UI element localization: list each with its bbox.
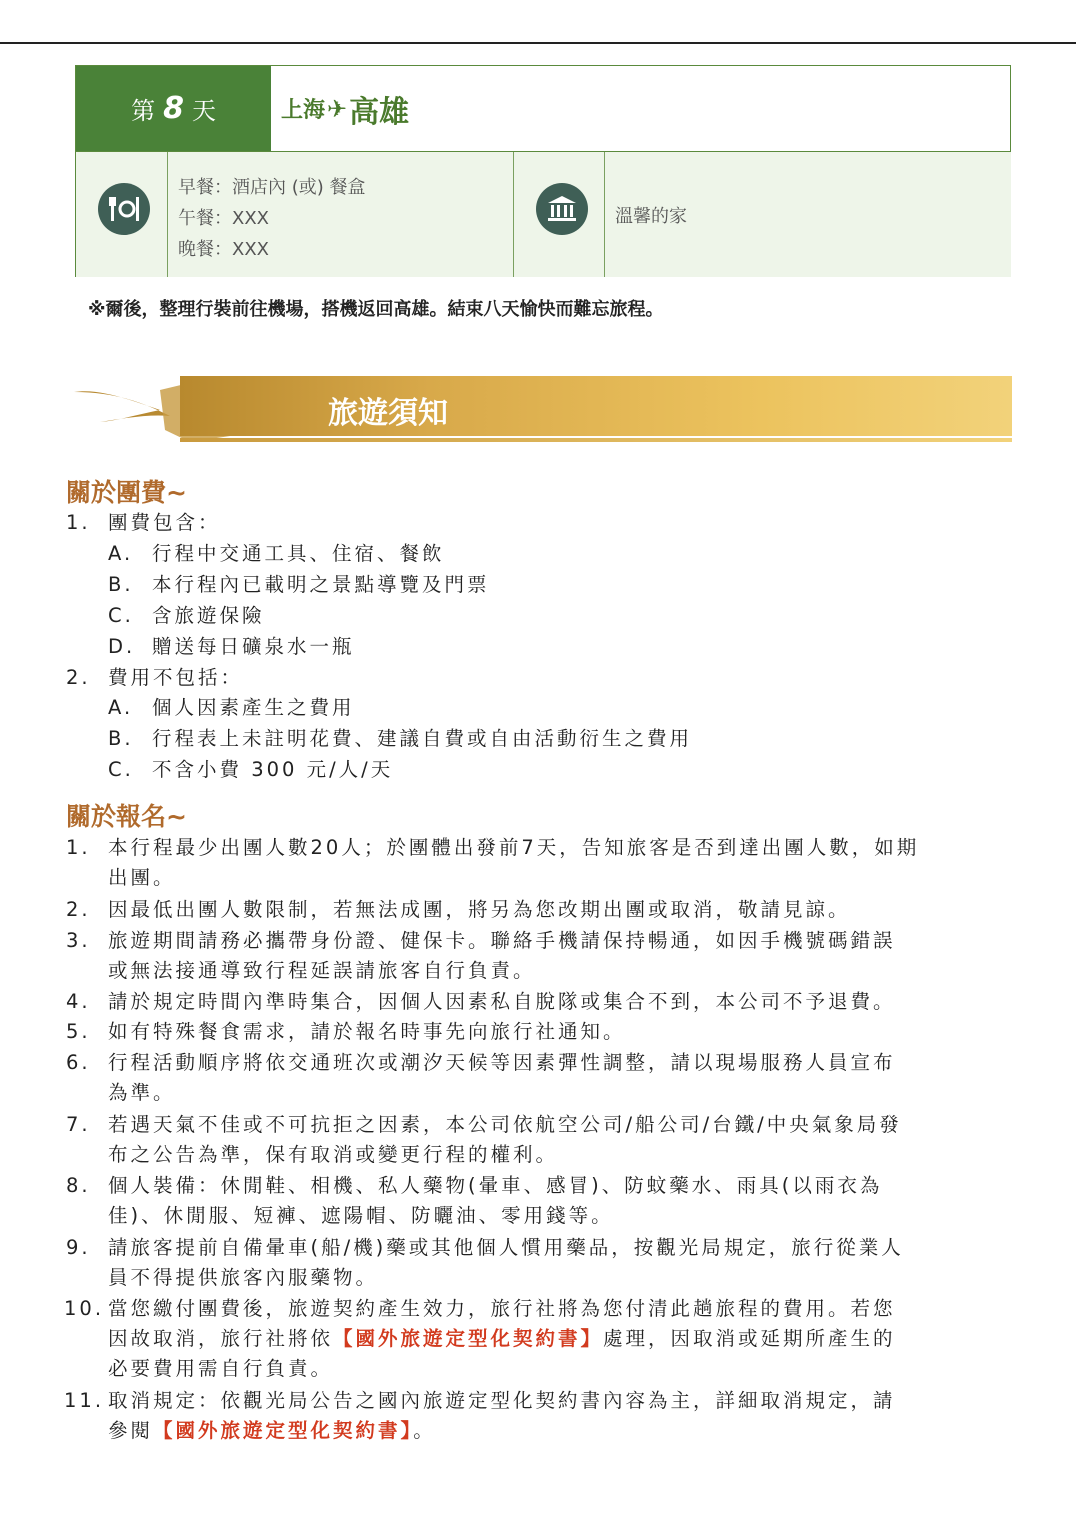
- day-details: [76, 152, 1011, 277]
- plane-icon: ✈: [327, 94, 348, 123]
- signup-num: 10.: [64, 1297, 105, 1320]
- signup-text-part: 。: [413, 1419, 436, 1442]
- signup-text: 或無法接通導致行程延誤請旅客自行負責。: [108, 959, 536, 982]
- hotel-cell: [605, 152, 1011, 277]
- fee-item-text: 費用不包括：: [108, 666, 244, 689]
- route-from: 上海: [281, 98, 326, 123]
- signup-text: [108, 1324, 896, 1354]
- fee-item-num: D.: [108, 635, 136, 658]
- signup-num: 9.: [66, 1236, 91, 1259]
- signup-text: 出團。: [108, 866, 176, 889]
- fee-item-num: 1.: [66, 511, 91, 534]
- signup-text: 必要費用需自行負責。: [108, 1357, 334, 1380]
- signup-text: 佳)、休閒服、短褲、遮陽帽、防曬油、零用錢等。: [108, 1204, 614, 1227]
- signup-num: 8.: [66, 1174, 91, 1197]
- fee-item-text: 本行程內已載明之景點導覽及門票: [152, 573, 490, 596]
- fee-item-text: 團費包含：: [108, 511, 221, 534]
- lunch: 午餐：XXX: [178, 208, 269, 229]
- signup-text: 本行程最少出團人數20人；於團體出發前7天，告知旅客是否到達出團人數，如期: [108, 836, 920, 859]
- fee-section-title: 關於團費~: [66, 478, 187, 507]
- signup-text: 旅遊期間請務必攜帶身份證、健保卡。聯絡手機請保持暢通，如因手機號碼錯誤: [108, 929, 896, 952]
- signup-text-part: 因故取消，旅行社將依: [108, 1327, 334, 1350]
- day-route: [281, 66, 409, 151]
- meal-icon-cell: [76, 152, 168, 277]
- breakfast: 早餐：酒店內 (或) 餐盒: [178, 177, 366, 198]
- signup-text: 因最低出團人數限制，若無法成團，將另為您改期出團或取消，敬請見諒。: [108, 898, 851, 921]
- day-itinerary-box: [75, 65, 1011, 277]
- route-to: 高雄: [349, 94, 410, 130]
- signup-text: 請旅客提前自備暈車(船/機)藥或其他個人慣用藥品，按觀光局規定，旅行從業人: [108, 1236, 904, 1259]
- signup-num: 6.: [66, 1051, 91, 1074]
- meals-list: [178, 172, 366, 265]
- fee-item-num: B.: [108, 727, 134, 750]
- contract-link[interactable]: 【國外旅遊定型化契約書】: [333, 1327, 604, 1350]
- signup-text: 員不得提供旅客內服藥物。: [108, 1266, 379, 1289]
- signup-num: 1.: [66, 836, 91, 859]
- fee-item-num: 2.: [66, 666, 91, 689]
- day-header: [76, 66, 1011, 152]
- travel-notice-banner: [70, 370, 1012, 450]
- day-prefix: 第: [131, 97, 156, 125]
- signup-text: 行程活動順序將依交通班次或潮汐天候等因素彈性調整，請以現場服務人員宣布: [108, 1051, 896, 1074]
- fee-item-text: 行程中交通工具、住宿、餐飲: [152, 542, 445, 565]
- fee-item-text: 含旅遊保險: [152, 604, 265, 627]
- fee-item-num: A.: [108, 696, 134, 719]
- signup-section-title: 關於報名~: [66, 802, 187, 831]
- signup-text: 布之公告為準，保有取消或變更行程的權利。: [108, 1143, 559, 1166]
- signup-text: 如有特殊餐食需求，請於報名時事先向旅行社通知。: [108, 1020, 626, 1043]
- signup-text: 個人裝備：休閒鞋、相機、私人藥物(暈車、感冒)、防蚊藥水、雨具(以雨衣為: [108, 1174, 883, 1197]
- hotel-icon: [536, 183, 588, 235]
- hotel-name: 溫馨的家: [615, 206, 687, 227]
- fee-item-num: B.: [108, 573, 134, 596]
- signup-text: 若遇天氣不佳或不可抗拒之因素，本公司依航空公司/船公司/台鐵/中央氣象局發: [108, 1113, 902, 1136]
- signup-text: 請於規定時間內準時集合，因個人因素私自脫隊或集合不到，本公司不予退費。: [108, 990, 896, 1013]
- hotel-icon-cell: [514, 152, 605, 277]
- signup-num: 11.: [64, 1389, 105, 1412]
- meal-icon: [98, 183, 150, 235]
- signup-text: [108, 1416, 436, 1446]
- signup-num: 7.: [66, 1113, 91, 1136]
- fee-item-text: 個人因素產生之費用: [152, 696, 355, 719]
- signup-num: 5.: [66, 1020, 91, 1043]
- signup-num: 3.: [66, 929, 91, 952]
- signup-num: 2.: [66, 898, 91, 921]
- meals-cell: [168, 152, 514, 277]
- fee-item-text: 不含小費 300 元/人/天: [152, 758, 394, 781]
- banner-bar: [180, 376, 1012, 436]
- banner-underline: [180, 438, 1012, 442]
- fee-item-text: 贈送每日礦泉水一瓶: [152, 635, 355, 658]
- fee-item-num: A.: [108, 542, 134, 565]
- day-suffix: 天: [191, 97, 216, 125]
- fee-item-num: C.: [108, 604, 134, 627]
- banner-title: 旅遊須知: [328, 396, 448, 431]
- fee-item-num: C.: [108, 758, 134, 781]
- signup-text: 取消規定：依觀光局公告之國內旅遊定型化契約書內容為主，詳細取消規定，請: [108, 1389, 896, 1412]
- dinner: 晚餐：XXX: [178, 239, 269, 260]
- signup-text-part: 處理，因取消或延期所產生的: [603, 1327, 896, 1350]
- day-note: ※爾後，整理行裝前往機場，搭機返回高雄。結束八天愉快而難忘旅程。: [88, 299, 664, 320]
- top-rule: [0, 42, 1076, 44]
- contract-link[interactable]: 【國外旅遊定型化契約書】: [153, 1419, 414, 1442]
- signup-text: 為準。: [108, 1081, 176, 1104]
- signup-num: 4.: [66, 990, 91, 1013]
- day-label: [76, 66, 271, 151]
- day-number: 8: [163, 91, 184, 126]
- signup-text: 當您繳付團費後，旅遊契約產生效力，旅行社將為您付清此趟旅程的費用。若您: [108, 1297, 896, 1320]
- signup-text-part: 參閱: [108, 1419, 154, 1442]
- fee-item-text: 行程表上未註明花費、建議自費或自由活動衍生之費用: [152, 727, 693, 750]
